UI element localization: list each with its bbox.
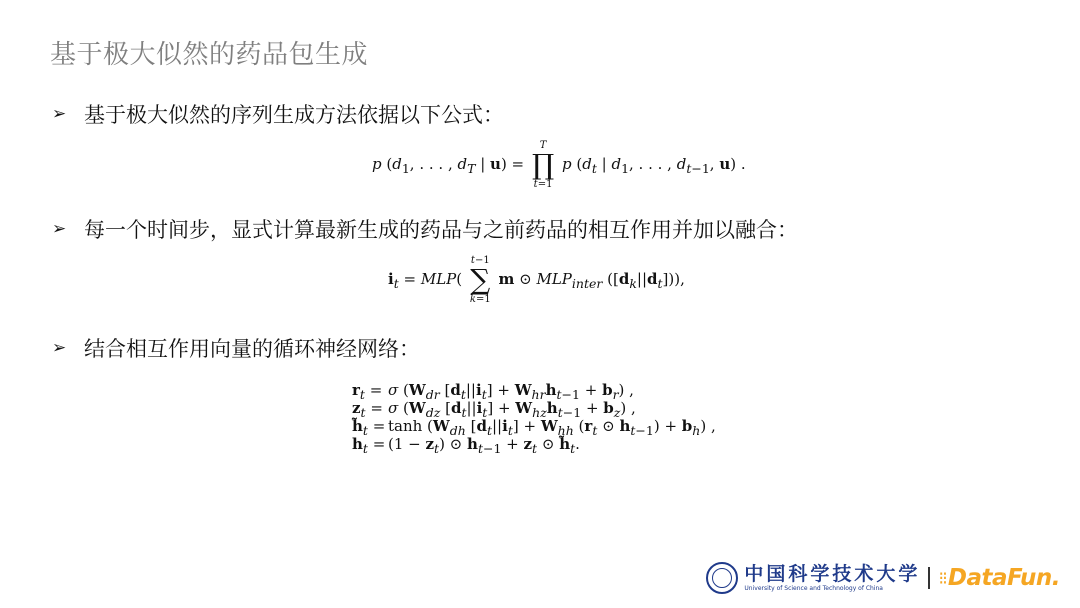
ustc-name-en: University of Science and Technology of China: [744, 585, 883, 592]
bullet-3-text: 结合相互作用向量的循环神经网络：: [84, 337, 420, 361]
datafun-logo: DataFun.: [947, 565, 1060, 591]
sum-operator: t−1 ∑ k=1: [469, 255, 491, 305]
arrow-bullet-icon: ➢: [52, 338, 67, 358]
bullet-1-text: 基于极大似然的序列生成方法依据以下公式：: [84, 103, 504, 127]
product-operator: T ∏ t=1: [531, 140, 555, 190]
gru-reset-gate: $r_t$ = σ ($W_{dr}$ $[d_t||i_t] + W_{hr}h_{t-1} + b_r$) ,: [352, 381, 634, 402]
bullet-3: [52, 333, 420, 363]
bullet-2: [52, 214, 798, 244]
formula-likelihood: p ($d_1$, . . . , $d_T$ | u) = T ∏ t=1 p ($d_t$ | $d_1$, . . . , $d_{t-1}$, u) .: [372, 140, 746, 190]
formula-gru: [352, 381, 716, 456]
ustc-emblem-icon: [706, 562, 738, 594]
formula-interaction: $i_t = MLP$( t−1 ∑ k=1 m ⊙ $MLP_{inter}$ $([d_k||d_t])$),: [388, 255, 685, 305]
gru-update-gate: $z_t$ = σ ($W_{dz}$ $[d_t||i_t] + W_{hz}h_{t-1} + b_z$) ,: [352, 399, 636, 420]
footer-logos: [706, 558, 1060, 598]
ustc-logo: [744, 563, 920, 593]
gru-hidden-state: $h_t$ = $(1 - z_t)$ ⊙ $h_{t-1} + z_t$ ⊙ $h̃_t$.: [352, 435, 580, 456]
arrow-bullet-icon: ➢: [52, 219, 67, 239]
datafun-mark-icon: ⁝⁝: [938, 567, 946, 589]
arrow-bullet-icon: ➢: [52, 104, 67, 124]
gru-candidate-state: $h̃_t$ = $\tanh (W_{dh}$ $[d_t||i_t] + W_{hh}$ ($r_t$ ⊙ $h_{t-1}) + b_h$) ,: [352, 417, 716, 438]
bullet-1: [52, 99, 504, 129]
bullet-2-text: 每一个时间步，显式计算最新生成的药品与之前药品的相互作用并加以融合：: [84, 218, 798, 242]
ustc-name-cn: 中国科学技术大学: [744, 563, 921, 585]
logo-separator: [928, 567, 930, 589]
slide-title: 基于极大似然的药品包生成: [50, 40, 369, 70]
